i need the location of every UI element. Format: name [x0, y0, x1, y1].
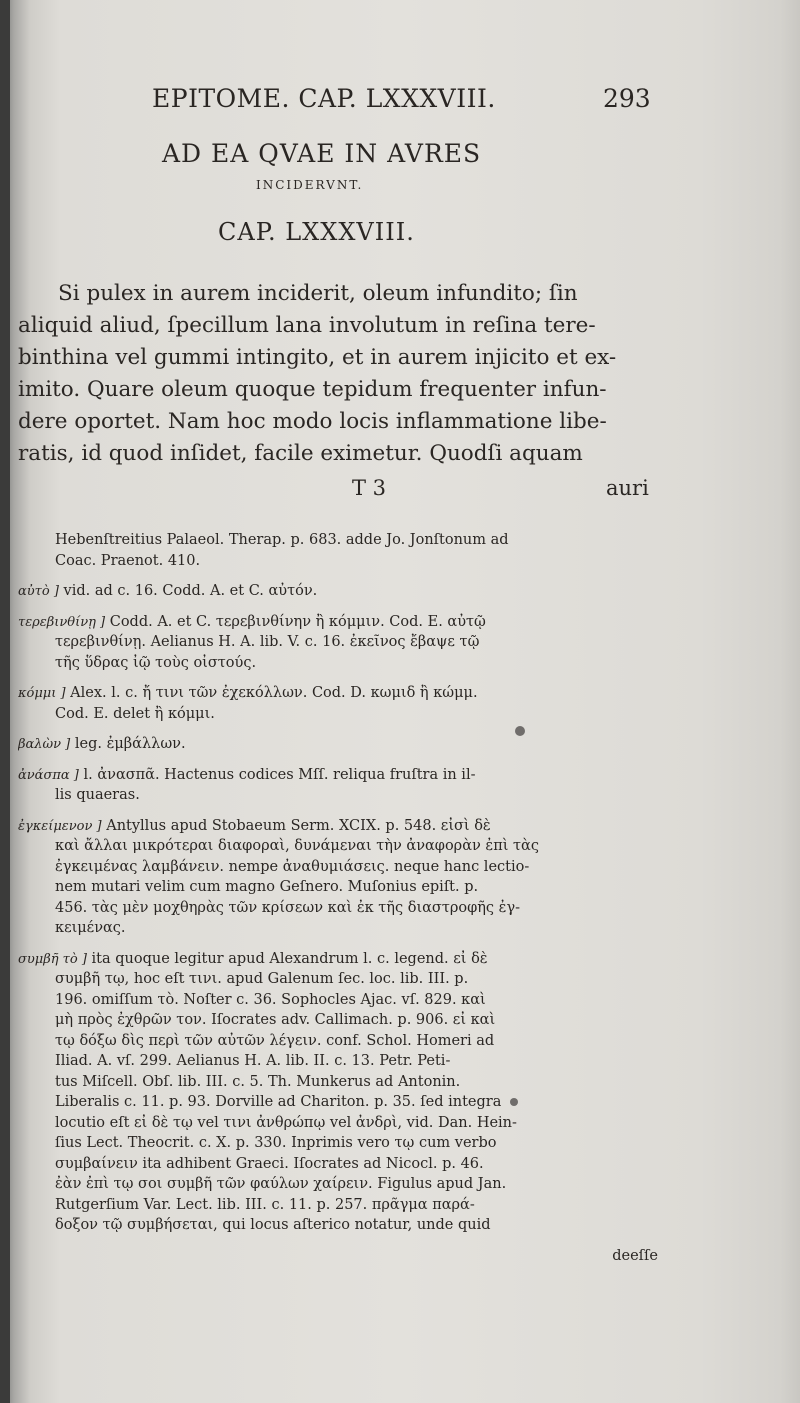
catchword: auri	[606, 476, 649, 500]
chapter-subtitle: INCIDERVNT.	[256, 178, 364, 192]
footnote-text: ἐὰν ἐπὶ τῳ σοι συμβῆ τῶν φαύλων χαίρειν. Figulus apud Jan.	[55, 1176, 507, 1192]
footnote-line	[18, 612, 658, 633]
footnote	[18, 765, 658, 806]
footnote-text: tus Miſcell. Obſ. lib. III. c. 5. Th. Munkerus ad Antonin.	[55, 1073, 461, 1090]
footnote-line	[18, 1113, 658, 1134]
footnote-text: Liberalis c. 11. p. 93. Dorville ad Chariton. p. 35. ſed integra	[55, 1094, 502, 1110]
footnote-text: leg. ἐμβάλλων.	[74, 736, 186, 752]
footnote-line	[18, 1010, 658, 1031]
footnote-text: vid. ad c. 16. Codd. A. et C. αὐτόν.	[63, 583, 318, 599]
footnote-line	[18, 632, 658, 653]
footnote-text: Antyllus apud Stobaeum Serm. XCIX. p. 548. εἰσὶ δὲ	[106, 817, 491, 834]
footnote-text: καὶ ἄλλαι μικρότεραι διαφοραὶ, δυνάμεναι τὴν ἀναφορὰν ἐπὶ τὰς	[55, 838, 539, 854]
main-text-line: ratis, id quod inſidet, facile eximetur. Quodſi aquam	[18, 441, 583, 466]
footnote-line	[18, 949, 658, 970]
footnote-line	[18, 1092, 658, 1113]
footnote-line	[18, 734, 658, 755]
footnote-text: Alex. l. c. ἤ τινι τῶν ἐχεκόλλων. Cod. D. κωμιδ ἢ κώμμ.	[70, 685, 478, 701]
main-text-line: imito. Quare oleum quoque tepidum frequenter infun-	[18, 377, 607, 402]
footnote-lemma: ἀνάσπα ]	[18, 767, 79, 783]
footnote-text: τερεβινθίνῃ. Aelianus H. A. lib. V. c. 16. ἐκεῖνος ἔβαψε τῷ	[55, 634, 480, 650]
footnote	[18, 734, 658, 755]
footnote	[18, 949, 658, 1236]
footnote-line	[18, 1031, 658, 1052]
footnote-text: Coac. Praenot. 410.	[55, 552, 201, 569]
footnote-line	[18, 918, 658, 939]
footnote-text: Iliad. A. vſ. 299. Aelianus H. A. lib. II. c. 13. Petr. Peti-	[55, 1053, 451, 1069]
footnote-line	[18, 877, 658, 898]
footnote	[18, 683, 658, 724]
footnote-line	[18, 1051, 658, 1072]
footnote-text: 196. omiſſum τὸ. Noſter c. 36. Sophocles Ajac. vſ. 829. καὶ	[55, 991, 486, 1008]
footnote-line	[18, 785, 658, 806]
footnote-line	[18, 1195, 658, 1216]
footnote-text: δοξον τῷ συμβήσεται, qui locus aſterico notatur, unde quid	[55, 1217, 491, 1233]
chapter-number: CAP. LXXXVIII.	[218, 218, 415, 246]
footnote-text: τῳ δόξω δὶς περὶ τῶν αὐτῶν λέγειν. conf. Schol. Homeri ad	[55, 1032, 495, 1049]
footnote	[18, 816, 658, 939]
footnote-line	[18, 990, 658, 1011]
footnote-catchword: deeſſe	[612, 1247, 658, 1264]
main-text-line: binthina vel gummi intingito, et in aurem injicito et ex-	[18, 345, 617, 370]
footnote-text: Cod. E. delet ἢ κόμμι.	[55, 705, 215, 722]
footnote-line	[18, 581, 658, 602]
ink-blot	[510, 1098, 518, 1106]
footnote-line	[18, 704, 658, 725]
footnote-line	[18, 1072, 658, 1093]
footnote-line	[18, 530, 658, 551]
page-number: 293	[603, 84, 651, 113]
footnote-line	[18, 969, 658, 990]
footnote-text: locutio eſt εἰ δὲ τῳ vel τινι ἀνθρώπῳ vel ἀνδρὶ, vid. Dan. Hein-	[55, 1114, 517, 1131]
signature-mark: T 3	[352, 476, 387, 500]
footnote-line	[18, 653, 658, 674]
footnote-text: Rutgerſium Var. Lect. lib. III. c. 11. p. 257. πρᾶγμα παρά-	[55, 1196, 475, 1213]
footnote-lemma: αὐτὸ ]	[18, 584, 59, 599]
footnote-line	[18, 765, 658, 786]
main-text-line: dere oportet. Nam hoc modo locis inflammatione libe-	[18, 409, 607, 434]
footnote	[18, 530, 658, 571]
footnote-lemma: τερεβινθίνῃ ]	[18, 614, 106, 630]
footnote-text: συμβαίνειν ita adhibent Graeci. Iſocrates ad Nicocl. p. 46.	[55, 1155, 484, 1172]
footnote-line	[18, 836, 658, 857]
chapter-title: AD EA QVAE IN AVRES	[162, 139, 482, 168]
footnote-text: lis quaeras.	[55, 787, 140, 803]
footnote-line	[18, 1154, 658, 1175]
footnote-line	[18, 857, 658, 878]
main-text-line: aliquid aliud, ſpecillum lana involutum in reſina tere-	[18, 313, 596, 338]
footnote-text: ita quoque legitur apud Alexandrum l. c. legend. εἰ δὲ	[91, 950, 488, 967]
footnote-text: ἐγκειμένας λαμβάνειν. nempe ἀναθυμιάσεις. neque hanc lectio-	[55, 858, 530, 875]
footnote-text: 456. τὰς μὲν μοχθηρὰς τῶν κρίσεων καὶ ἐκ τῆς διαστροφῆς ἐγ-	[55, 899, 521, 916]
footnote-line	[18, 898, 658, 919]
footnote-text: Codd. A. et C. τερεβινθίνην ἢ κόμμιν. Cod. E. αὐτῷ	[109, 613, 486, 630]
footnote-text: μὴ πρὸς ἐχθρῶν τον. Iſocrates adv. Callimach. p. 906. εἰ καὶ	[55, 1012, 496, 1028]
ink-blot	[515, 726, 525, 736]
footnote-text: l. ἀνασπᾶ. Hactenus codices Mſſ. reliqua fruſtra in il-	[83, 766, 476, 783]
footnote	[18, 612, 658, 674]
footnote-line	[18, 683, 658, 704]
footnote-text: Hebenſtreitius Palaeol. Therap. p. 683. adde Jo. Jonſtonum ad	[55, 532, 509, 548]
footnote-line	[18, 551, 658, 572]
footnote-line	[18, 1174, 658, 1195]
page-header	[0, 84, 800, 124]
footnote-line	[18, 1215, 658, 1236]
footnote-text: nem mutari velim cum magno Geſnero. Muſonius epiſt. p.	[55, 879, 479, 895]
footnote-lemma: ἐγκείμενον ]	[18, 818, 102, 834]
footnote	[18, 581, 658, 602]
footnote-line	[18, 816, 658, 837]
main-text	[18, 278, 658, 470]
book-spine-shadow	[0, 0, 10, 1403]
footnote-line	[18, 1133, 658, 1154]
footnote-text: κειμένας.	[55, 920, 126, 936]
footnote-text: τῆς ὕδρας ἰῷ τοὺς οἰστούς.	[55, 654, 257, 671]
footnote-text: συμβῆ τῳ, hoc eſt τινι. apud Galenum ſec. loc. lib. III. p.	[55, 971, 469, 987]
footnote-lemma: κόμμι ]	[18, 686, 66, 701]
footnotes	[18, 530, 658, 1266]
footnote-text: ſius Lect. Theocrit. c. X. p. 330. Inprimis vero τῳ cum verbo	[55, 1135, 497, 1151]
footnote-lemma: βαλὼν ]	[18, 737, 71, 752]
running-head: EPITOME. CAP. LXXXVIII.	[152, 84, 496, 113]
main-text-line: Si pulex in aurem inciderit, oleum infundito; ſin	[58, 281, 578, 306]
footnote-lemma: συμβῆ τὸ ]	[18, 951, 87, 967]
